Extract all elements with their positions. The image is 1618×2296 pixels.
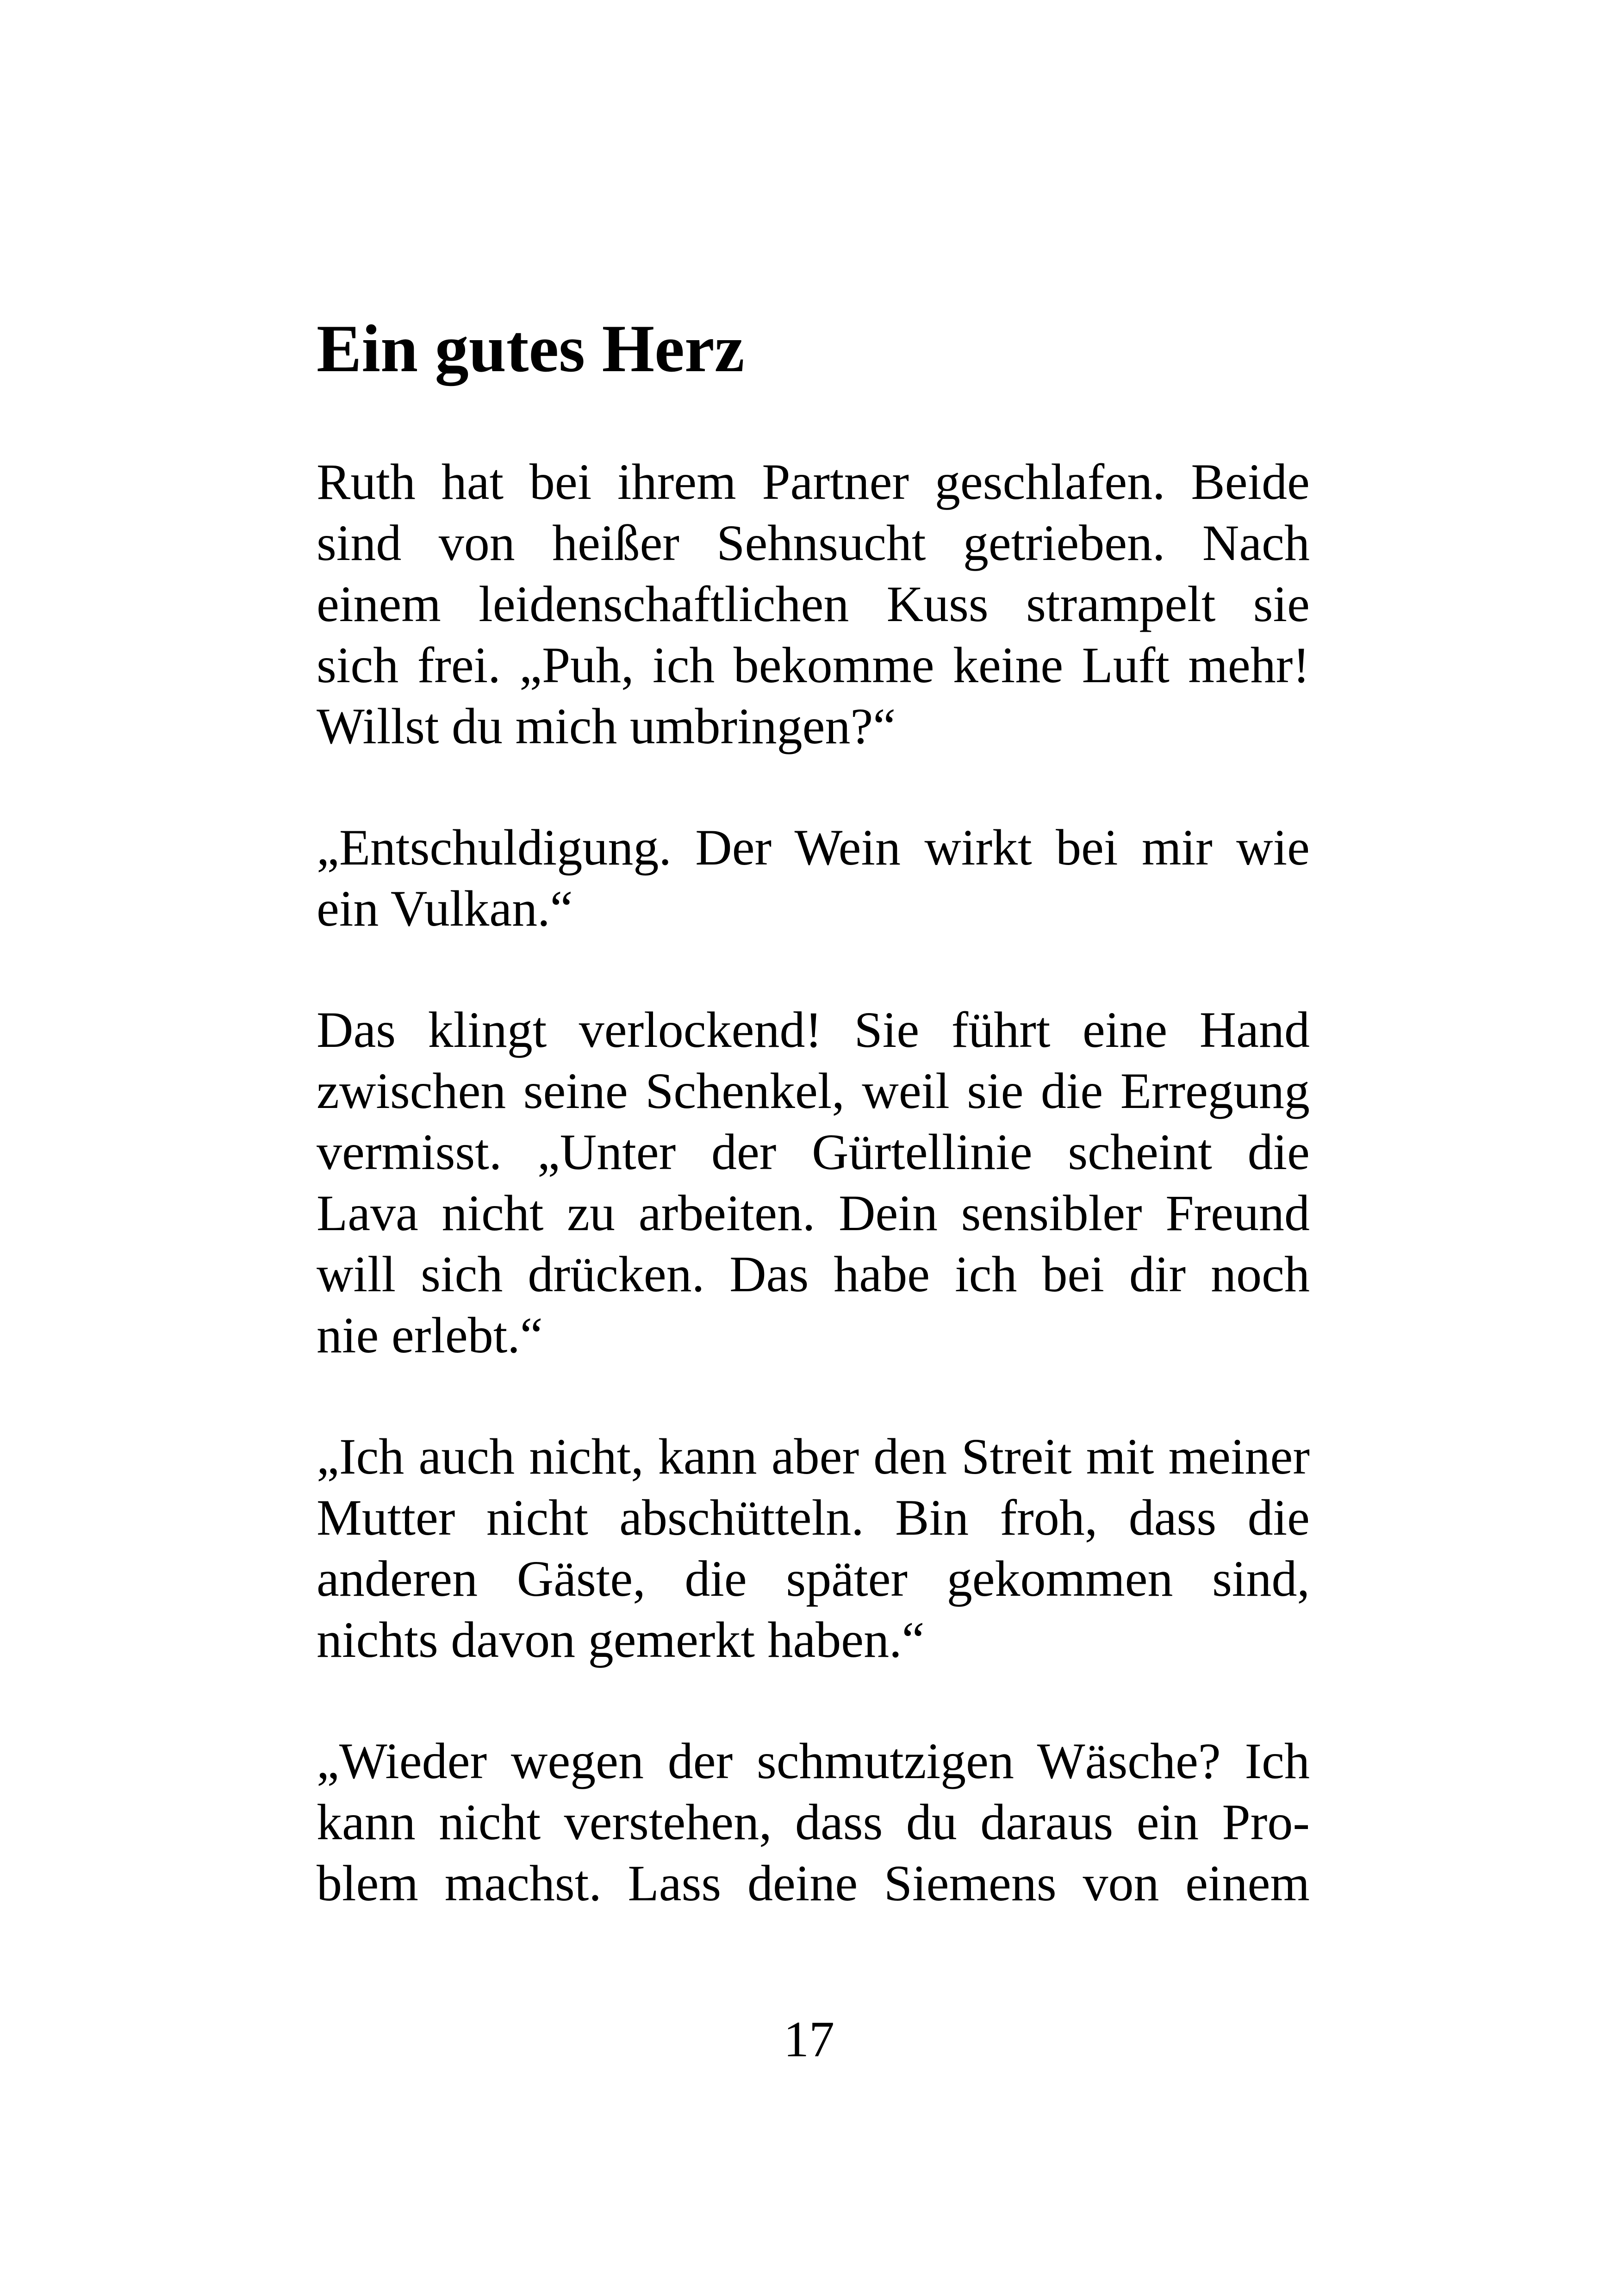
chapter-title: Ein gutes Herz	[317, 311, 745, 386]
paragraph-5-line-3: blem machst. Lass deine Siemens von einem	[317, 1855, 1310, 1911]
paragraph-3-line-3: vermisst. „Unter der Gürtellinie scheint die	[317, 1124, 1310, 1180]
paragraph-5-line-2: kann nicht verstehen, dass du daraus ein Pro-	[317, 1794, 1310, 1850]
paragraph-3-line-1: Das klingt verlockend! Sie führt eine Hand	[317, 1002, 1310, 1058]
paragraph-1-line-1: Ruth hat bei ihrem Partner geschlafen. Beide	[317, 454, 1310, 510]
paragraph-3-line-6: nie erlebt.“	[317, 1307, 543, 1363]
paragraph-4-line-1: „Ich auch nicht, kann aber den Streit mit meiner	[317, 1428, 1310, 1485]
paragraph-3-line-5: will sich drücken. Das habe ich bei dir noch	[317, 1246, 1310, 1302]
paragraph-4-line-3: anderen Gäste, die später gekommen sind,	[317, 1550, 1310, 1607]
paragraph-4-line-2: Mutter nicht abschütteln. Bin froh, dass die	[317, 1489, 1310, 1546]
paragraph-3-line-4: Lava nicht zu arbeiten. Dein sensibler Freund	[317, 1185, 1310, 1241]
page-number: 17	[784, 2011, 834, 2067]
paragraph-1-line-5: Willst du mich umbringen?“	[317, 698, 896, 754]
paragraph-3-line-2: zwischen seine Schenkel, weil sie die Erregung	[317, 1063, 1310, 1119]
paragraph-2-line-2: ein Vulkan.“	[317, 880, 573, 937]
paragraph-1-line-2: sind von heißer Sehnsucht getrieben. Nach	[317, 515, 1310, 571]
paragraph-1-line-4: sich frei. „Puh, ich bekomme keine Luft mehr!	[317, 637, 1310, 693]
paragraph-2-line-1: „Entschuldigung. Der Wein wirkt bei mir wie	[317, 819, 1310, 876]
paragraph-5-line-1: „Wieder wegen der schmutzigen Wäsche? Ich	[317, 1733, 1310, 1789]
paragraph-1-line-3: einem leidenschaftlichen Kuss strampelt sie	[317, 576, 1310, 632]
paragraph-4-line-4: nichts davon gemerkt haben.“	[317, 1612, 925, 1668]
